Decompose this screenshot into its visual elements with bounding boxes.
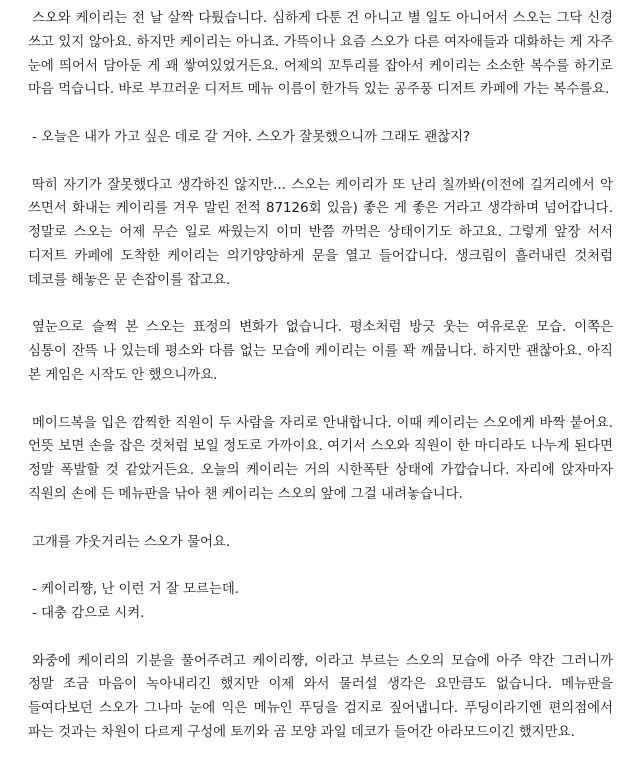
dialogue-block xyxy=(28,126,613,150)
dialogue-line: - 오늘은 내가 가고 싶은 데로 갈 거야. 스오가 잘못했으니까 그래도 괜찮지? xyxy=(32,129,471,145)
paragraph: 옆눈으로 슬쩍 본 스오는 표정의 변화가 없습니다. 평소처럼 방긋 웃는 여유로운 모습. 이쪽은 심통이 잔뜩 나 있는데 평소와 다름 없는 모습에 케이리는 이를 꽉 깨뭅니다. 하지만 괜찮아요. 아직 본 게임은 시작도 안 했으니까요. xyxy=(28,320,613,383)
paragraph: 스오와 케이리는 전 날 살짝 다퉜습니다. 심하게 다툰 건 아니고 별 일도 아니어서 스오는 그닥 신경 쓰고 있지 않아요. 하지만 케이리는 아니죠. 가뜩이나 요즘 스오가 다른 여자애들과 대화하는 게 자주 눈에 띄어서 담아둔 게 꽤 쌓여있었거든요. 어제의 꼬투리를 잡아서 케이리는 소소한 복수를 하기로 마음 먹습니다. 바로 부끄러운 디저트 메뉴 이름이 한가득 있는 공주풍 디저트 카페에 가는 복수를요. xyxy=(28,11,613,98)
dialogue-block xyxy=(28,578,613,626)
dialogue-line: - 대충 감으로 시켜. xyxy=(32,605,145,621)
paragraph: 와중에 케이리의 기분을 풀어주려고 케이리쨩, 이라고 부르는 스오의 모습에 아주 약간 그러니까 정말 조금 마음이 녹아내리긴 했지만 이제 와서 물러설 생각은 요만큼도 없습니다. 메뉴판을 들여다보던 스오가 그나마 눈에 익은 메뉴인 푸딩을 검지로 짚어냅니다. 푸딩이라기엔 편의점에서 파는 것과는 차원이 다르게 구성에 토끼와 곰 모양 과일 데코가 들어간 아라모드이긴 했지만요. xyxy=(28,653,613,740)
paragraph: 고개를 갸웃거리는 스오가 물어요. xyxy=(32,534,231,550)
dialogue-line: - 케이리쨩, 난 이런 거 잘 모르는데. xyxy=(32,582,240,598)
paragraph: 메이드복을 입은 깜찍한 직원이 두 사람을 자리로 안내합니다. 이때 케이리는 스오에게 바짝 붙어요. 언뜻 보면 손을 잡은 것처럼 보일 정도로 가까이요. 여기서 스오와 직원이 한 마디라도 나누게 된다면 정말 폭발할 것 같았거든요. 오늘의 케이리는 거의 시한폭탄 상태에 가깝습니다. 자리에 앉자마자 직원의 손에 든 메뉴판을 낚아 챈 케이리는 스오의 앞에 그걸 내려놓습니다. xyxy=(28,415,613,502)
paragraph: 딱히 자기가 잘못했다고 생각하진 않지만... 스오는 케이리가 또 난리 칠까봐(이전에 길거리에서 악 쓰면서 화내는 케이리를 겨우 말린 전적 87126회 있음) 좋은 게 좋은 거라고 생각하며 넘어갑니다. 정말로 스오는 어제 무슨 일로 싸웠는지 이미 반쯤 까먹은 상태이기도 하고요. 그렇게 앞장 서서 디저트 카페에 도착한 케이리는 의기양양하게 문을 열고 들어갑니다. 생크림이 흘러내린 것처럼 데코를 해놓은 문 손잡이를 잡고요. xyxy=(28,177,613,288)
